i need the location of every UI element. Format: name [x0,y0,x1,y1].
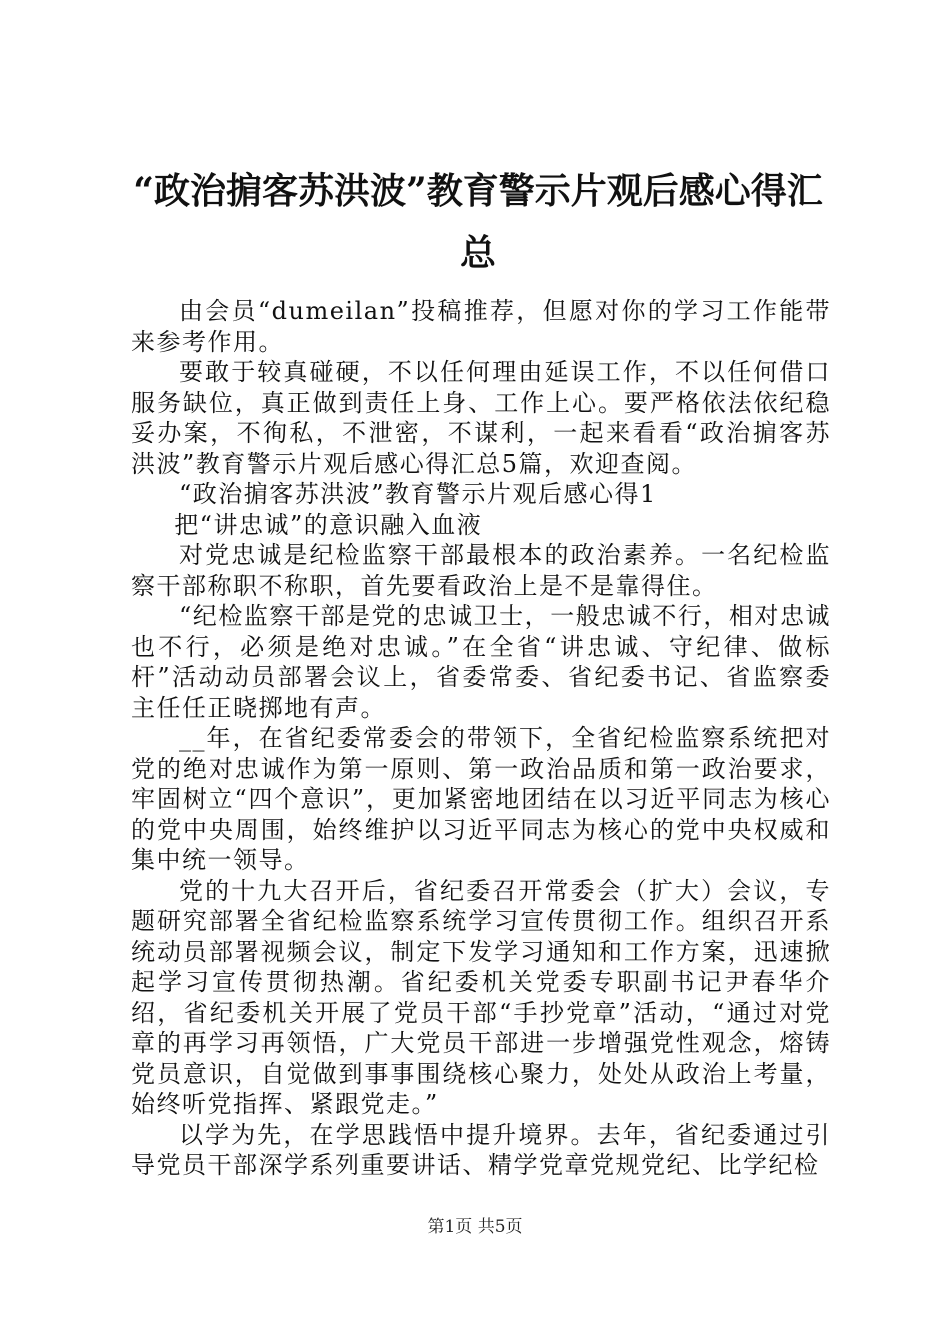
document-title: “政治掮客苏洪波”教育警示片观后感心得汇总 [133,170,823,274]
paragraph-congress: 党的十九大召开后，省纪委召开常委会（扩大）会议，专题研究部署全省纪检监察系统学习宣传贯彻工作。组织召开系统动员部署视频会议，制定下发学习通知和工作方案，迅速掀起学习宣传贯彻热潮。省纪委机关党委专职副书记尹春华介绍，省纪委机关开展了党员干部“手抄党章”活动，“通过对党章的再学习再领悟，广大党员干部进一步增强党性观念，熔铸党员意识，自觉做到事事围绕核心聚力，处处从政治上考量，始终听党指挥、紧跟党走。” [131,876,831,1118]
paragraph-intro: 由会员“dumeilan”投稿推荐，但愿对你的学习工作能带来参考作用。 [131,297,831,356]
paragraph-summary: 要敢于较真碰硬，不以任何理由延误工作，不以任何借口服务缺位，真正做到责任上身、工作上心。要严格依法依纪稳妥办案，不徇私，不泄密，不谋利，一起来看看“政治掮客苏洪波”教育警示片观后感心得汇总5篇，欢迎查阅。 [131,358,831,478]
section-heading: “政治掮客苏洪波”教育警示片观后感心得1 [179,480,657,508]
page-footer: 第1页 共5页 [427,1217,523,1237]
subheading: 把“讲忠诚”的意识融入血液 [174,510,483,539]
document-body [131,296,831,1181]
paragraph-year: __年，在省纪委常委会的带领下，全省纪检监察系统把对党的绝对忠诚作为第一原则、第一政治品质和第一政治要求，牢固树立“四个意识”，更加紧密地团结在以习近平同志为核心的党中央周围，始终维护以习近平同志为核心的党中央权威和集中统一领导。 [131,724,831,874]
paragraph-quote: “纪检监察干部是党的忠诚卫士，一般忠诚不行，相对忠诚也不行，必须是绝对忠诚。”在全省“讲忠诚、守纪律、做标杆”活动动员部署会议上，省委常委、省纪委书记、省监察委主任任正晓掷地有声。 [131,602,831,722]
paragraph-study: 以学为先，在学思践悟中提升境界。去年，省纪委通过引导党员干部深学系列重要讲话、精学党章党规党纪、比学纪检 [131,1120,831,1179]
paragraph-loyalty: 对党忠诚是纪检监察干部最根本的政治素养。一名纪检监察干部称职不称职，首先要看政治上是不是靠得住。 [131,541,831,600]
